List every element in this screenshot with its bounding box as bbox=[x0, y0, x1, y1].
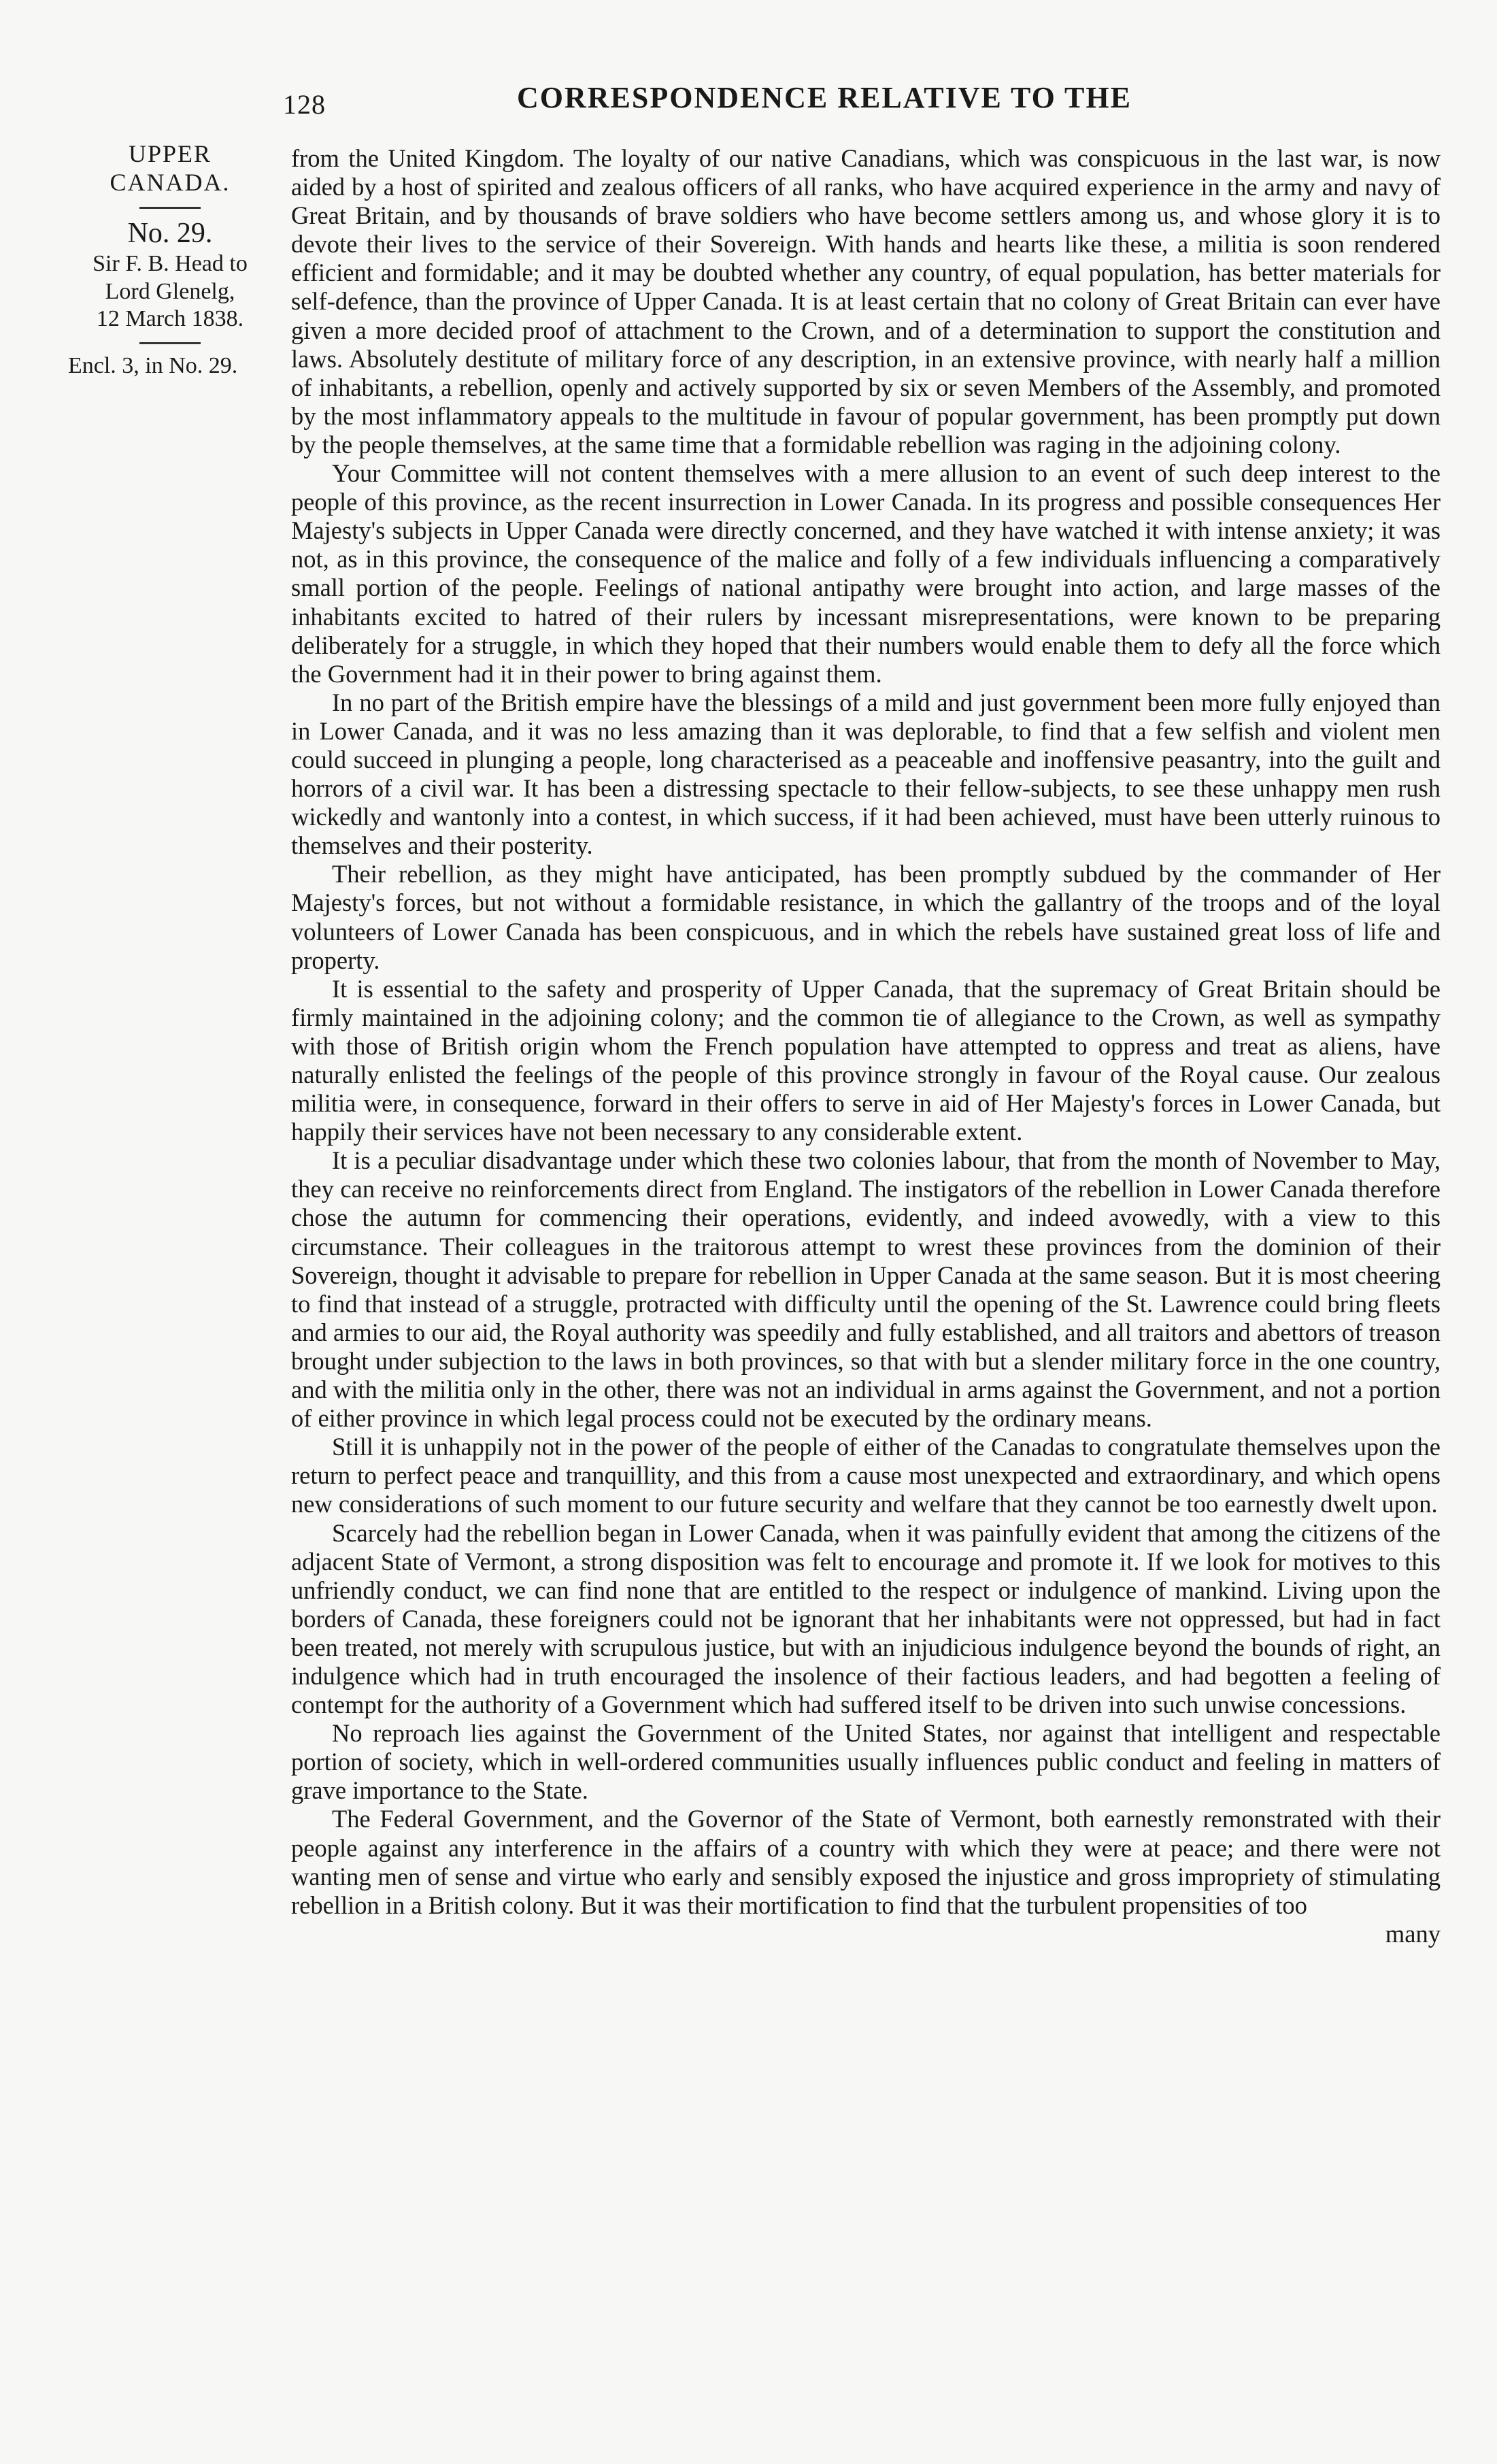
author-line-2: Lord Glenelg, bbox=[105, 278, 235, 304]
paragraph-4: Their rebellion, as they might have anticipated, has been promptly subdued by the commander of Her Majesty's forces, but not without a formidable resistance, in which the gallantry of the troops and of the loyal volunteers of Lower Canada has been conspicuous, and in which the rebels have sustained great loss of life and property. bbox=[291, 860, 1441, 974]
colony-line-2: CANADA. bbox=[110, 169, 231, 197]
colony-line-1: UPPER bbox=[128, 140, 212, 167]
paragraph-2: Your Committee will not content themselves with a mere allusion to an event of such deep interest to the people of this province, as the recent insurrection in Lower Canada. In its progress and possible consequences Her Majesty's subjects in Upper Canada were directly concerned, and they have watched it with intense anxiety; it was not, as in this province, the consequence of the malice and folly of a few individuals influencing a comparatively small portion of the people. Feelings of national antipathy were brought into action, and large masses of the inhabitants excited to hatred of their rulers by incessant misrepresentations, were known to be preparing deliberately for a struggle, in which they hoped that their numbers would enable them to defy all the force which the Government had it in their power to bring against them. bbox=[291, 459, 1441, 688]
paragraph-6: It is a peculiar disadvantage under which these two colonies labour, that from the month of November to May, they can receive no reinforcements direct from England. The instigators of the rebellion in Lower Canada therefore chose the autumn for commencing their operations, evidently, and indeed avowedly, with a view to this circumstance. Their colleagues in the traitorous attempt to wrest these provinces from the dominion of their Sovereign, thought it advisable to prepare for rebellion in Upper Canada at the same season. But it is most cheering to find that instead of a struggle, protracted with difficulty until the opening of the St. Lawrence could bring fleets and armies to our aid, the Royal authority was speedily and fully established, and all traitors and abettors of treason brought under subjection to the laws in both provinces, so that with but a slender military force in the one country, and with the militia only in the other, there was not an individual in arms against the Government, and not a portion of either province in which legal process could not be executed by the ordinary means. bbox=[291, 1146, 1441, 1433]
margin-rule-2 bbox=[139, 342, 201, 344]
paragraph-10: The Federal Government, and the Governor of the State of Vermont, both earnestly remonstrated with their people against any interference in the affairs of a country with which they were at peace; and there were not wanting men of sense and virtue who early and sensibly exposed the injustice and gross impropriety of stimulating rebellion in a British colony. But it was their mortification to find that the turbulent propensities of too bbox=[291, 1805, 1441, 1919]
marginal-note bbox=[61, 139, 279, 380]
author-line-1: Sir F. B. Head to bbox=[92, 251, 248, 277]
enclosure-label: Encl. 3, in No. 29. bbox=[68, 352, 238, 378]
paragraph-9: No reproach lies against the Government of the United States, nor against that intelligent and respectable portion of society, which in well-ordered communities usually influences public conduct and feeling in matters of grave importance to the State. bbox=[291, 1719, 1441, 1805]
paragraph-8: Scarcely had the rebellion began in Lower Canada, when it was painfully evident that among the citizens of the adjacent State of Vermont, a strong disposition was felt to encourage and promote it. If we look for motives to this unfriendly conduct, we can find none that are entitled to the respect or indulgence of mankind. Living upon the borders of Canada, these foreigners could not be ignorant that her inhabitants were not oppressed, but had in fact been treated, not merely with scrupulous justice, but with an injudicious indulgence beyond the bounds of right, an indulgence which had in truth encouraged the insolence of their factious leaders, and had begotten a feeling of contempt for the authority of a Government which had suffered itself to be driven into such unwise concessions. bbox=[291, 1518, 1441, 1719]
margin-rule-1 bbox=[139, 207, 201, 209]
author-line-3: 12 March 1838. bbox=[96, 305, 244, 331]
paragraph-5: It is essential to the safety and prosperity of Upper Canada, that the supremacy of Great Britain should be firmly maintained in the adjoining colony; and the common tie of allegiance to the Crown, as well as sympathy with those of British origin whom the French population have attempted to oppress and treat as aliens, have naturally enlisted the feelings of the people of this province strongly in favour of the Royal cause. Our zealous militia were, in consequence, forward in their offers to serve in aid of Her Majesty's forces in Lower Canada, but happily their services have not been necessary to any considerable extent. bbox=[291, 974, 1441, 1146]
paragraph-3: In no part of the British empire have the blessings of a mild and just government been more fully enjoyed than in Lower Canada, and it was no less amazing than it was deplorable, to find that a few selfish and violent men could succeed in plunging a people, long characterised as a peaceable and inoffensive peasantry, into the guilt and horrors of a civil war. It has been a distressing spectacle to their fellow-subjects, to see these unhappy men rush wickedly and wantonly into a contest, in which success, if it had been achieved, must have been utterly ruinous to themselves and their posterity. bbox=[291, 688, 1441, 860]
paragraph-1: from the United Kingdom. The loyalty of our native Canadians, which was conspicuous in the last war, is now aided by a host of spirited and zealous officers of all ranks, who have acquired experience in the army and navy of Great Britain, and by thousands of brave soldiers who have become settlers among us, and whose glory it is to devote their lives to the service of their Sovereign. With hands and hearts like these, a militia is soon rendered efficient and formidable; and it may be doubted whether any country, of equal population, has better materials for self-defence, than the province of Upper Canada. It is at least certain that no colony of Great Britain can ever have given a more decided proof of attachment to the Crown, and of a determination to support the constitution and laws. Absolutely destitute of military force of any description, in an extensive province, with nearly half a million of inhabitants, a rebellion, openly and actively supported by six or seven Members of the Assembly, and promoted by the most inflammatory appeals to the multitude in favour of popular government, has been promptly put down by the people themselves, at the same time that a formidable rebellion was raging in the adjoining colony. bbox=[291, 144, 1441, 459]
running-title: CORRESPONDENCE RELATIVE TO THE bbox=[517, 81, 1132, 114]
document-number: No. 29. bbox=[127, 217, 213, 249]
page-number: 128 bbox=[283, 89, 326, 120]
body-text bbox=[291, 144, 1441, 1948]
paragraph-7: Still it is unhappily not in the power of the people of either of the Canadas to congratulate themselves upon the return to perfect peace and tranquillity, and this from a cause most unexpected and extraordinary, and which opens new considerations of such moment to our future security and welfare that they cannot be too earnestly dwelt upon. bbox=[291, 1433, 1441, 1518]
catchword: many bbox=[1385, 1919, 1441, 1948]
